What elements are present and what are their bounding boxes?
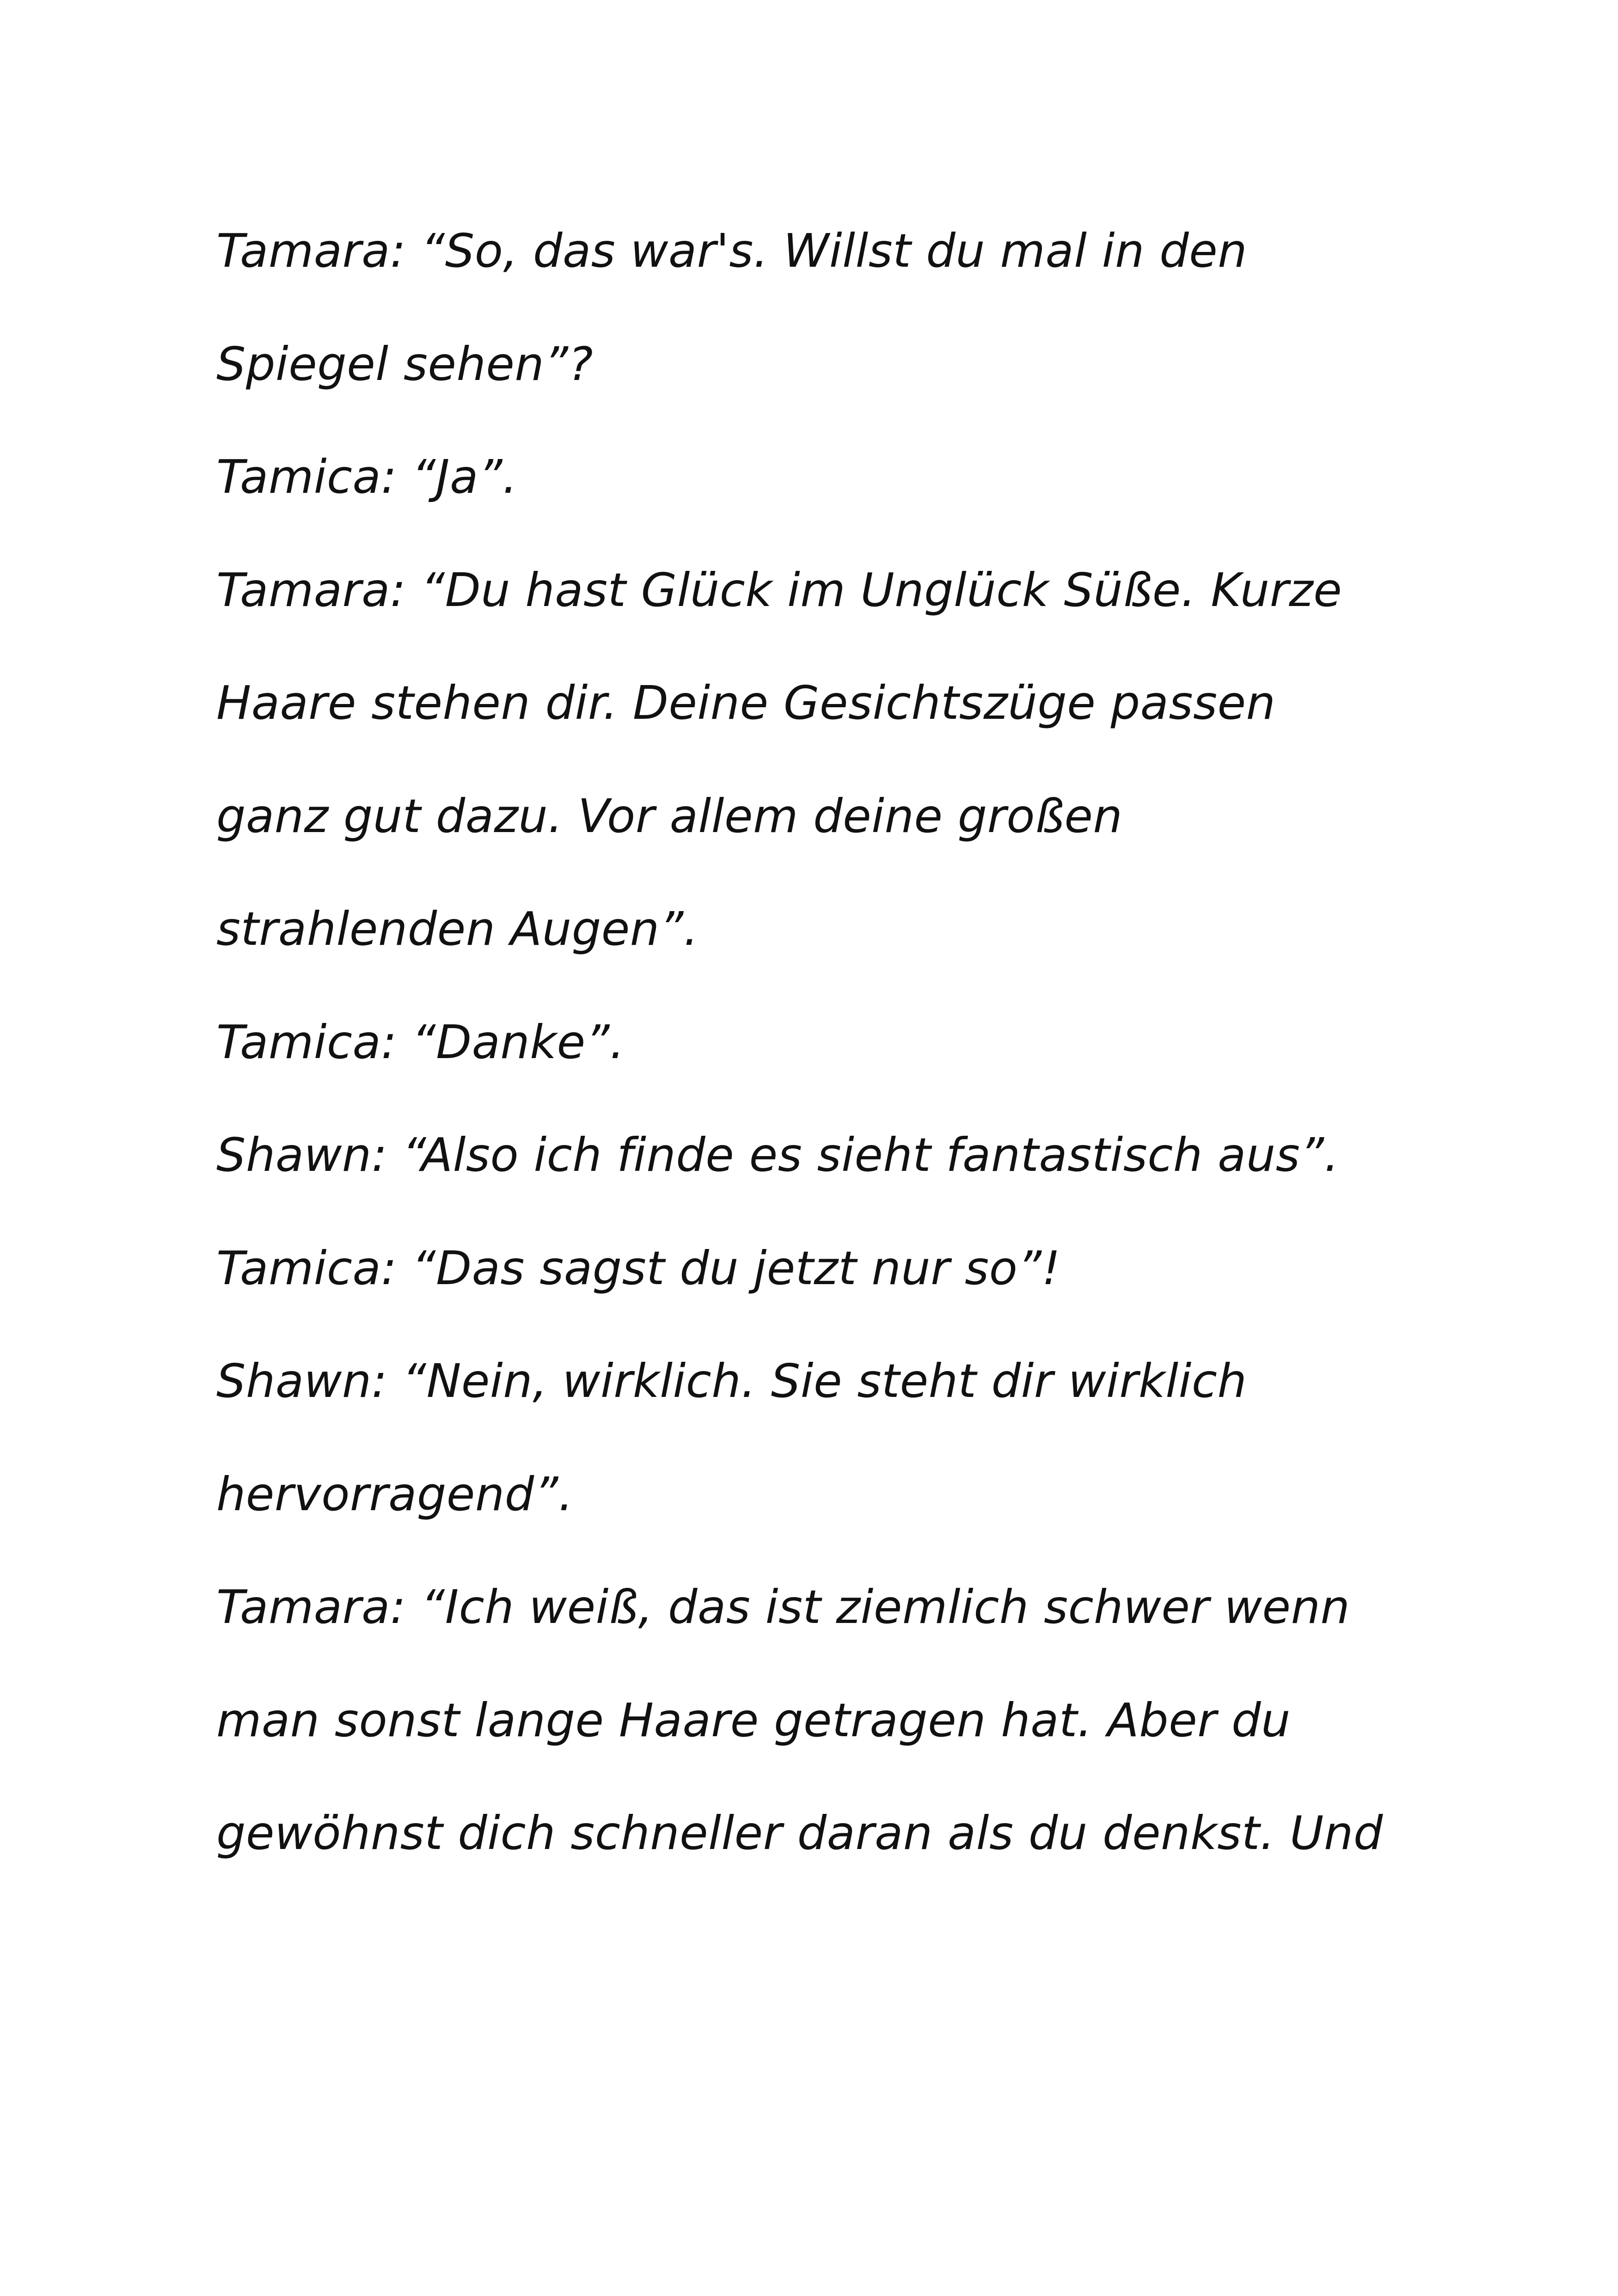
text-line: Tamica: “Ja”. <box>216 450 518 504</box>
text-line: hervorragend”. <box>216 1467 574 1521</box>
text-line: strahlenden Augen”. <box>216 902 699 956</box>
text-line: Tamica: “Danke”. <box>216 1015 625 1069</box>
text-line: Spiegel sehen”? <box>216 337 594 391</box>
text-line: ganz gut dazu. Vor allem deine großen <box>216 789 1123 843</box>
text-line: man sonst lange Haare getragen hat. Aber du <box>216 1693 1291 1747</box>
text-line: Haare stehen dir. Deine Gesichtszüge passen <box>216 676 1276 730</box>
text-line: Shawn: “Nein, wirklich. Sie steht dir wirklich <box>216 1354 1247 1408</box>
text-line: gewöhnst dich schneller daran als du denkst. Und <box>216 1806 1383 1860</box>
dialogue-text <box>216 216 1557 1912</box>
text-line: Tamara: “Ich weiß, das ist ziemlich schwer wenn <box>216 1580 1350 1634</box>
text-line: Shawn: “Also ich finde es sieht fantastisch aus”. <box>216 1128 1339 1182</box>
text-line: Tamica: “Das sagst du jetzt nur so”! <box>216 1241 1061 1295</box>
text-line: Tamara: “So, das war's. Willst du mal in den <box>216 224 1248 278</box>
text-line: Tamara: “Du hast Glück im Unglück Süße. Kurze <box>216 563 1342 617</box>
